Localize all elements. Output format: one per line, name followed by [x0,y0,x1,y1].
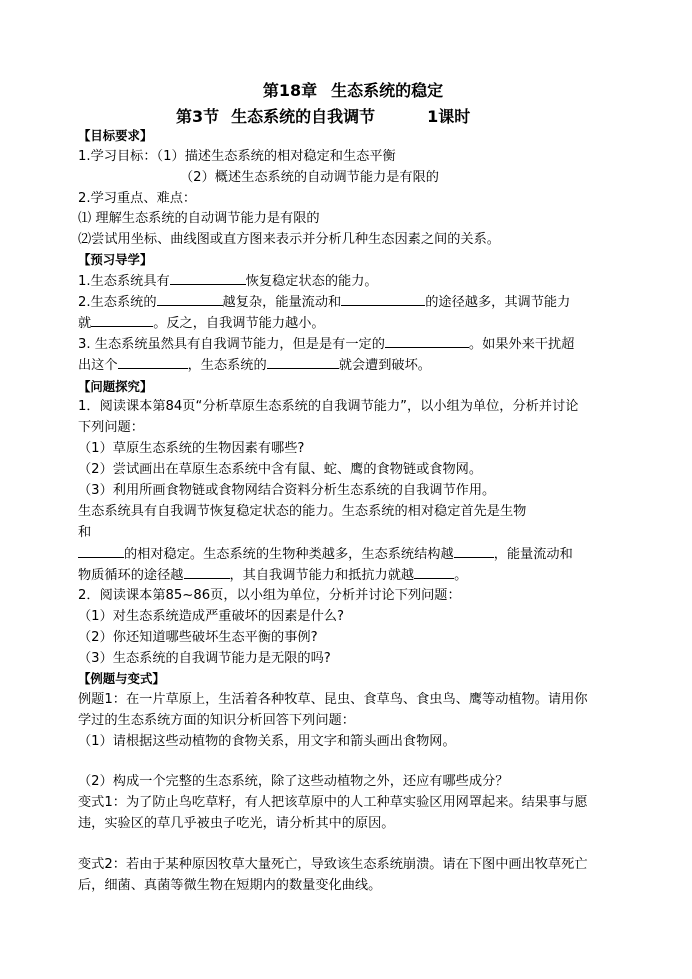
explore-task-1-cont: 下列问题： [78,420,144,435]
goals-header: 【目标要求】 [78,128,153,143]
key-point-2: ⑵尝试用坐标、曲线图或直方图来表示并分析几种生态因素之间的关系。 [78,232,500,247]
blank-field[interactable] [118,356,188,369]
key-points-label: 2.学习重点、难点： [78,191,197,206]
section-number: 第3节 [176,107,220,126]
key-point-1: ⑴ 理解生态系统的自动调节能力是有限的 [78,211,320,226]
blank-field[interactable] [170,272,246,285]
blank-field[interactable] [454,545,494,558]
example-1-cont: 学过的生态系统方面的知识分析回答下列问题： [78,713,355,728]
preview-q1: 1.生态系统具有 恢复稳定状态的能力。 [78,274,378,289]
goals-line-2: （2）概述生态系统的自动调节能力是有限的 [180,170,439,185]
explore-task-2-q1: （1）对生态系统造成严重破坏的因素是什么? [78,609,344,624]
explore-q2: （2）尝试画出在草原生态系统中含有鼠、蛇、鹰的食物链或食物网。 [78,462,483,477]
explore-task-1: 1．阅读课本第84页“分析草原生态系统的自我调节能力”，以小组为单位，分析并讨论 [78,399,579,414]
explore-task-2-q2: （2）你还知道哪些破坏生态平衡的事例? [78,630,318,645]
preview-q2-cont: 就 。反之，自我调节能力越小。 [78,316,325,331]
section-title [176,104,470,127]
preview-q3: 3. 生态系统虽然具有自我调节能力，但是是有一定的 。如果外来干扰超 [78,337,575,352]
chapter-title [0,78,692,101]
explore-task-2-q3: （3）生态系统的自我调节能力是无限的吗? [78,651,331,666]
preview-header: 【预习导学】 [78,252,153,267]
explore-task-2: 2．阅读课本第85~86页，以小组为单位，分析并讨论下列问题： [78,588,461,603]
blank-field[interactable] [184,566,230,579]
example-1: 例题1：在一片草原上，生活着各种牧草、昆虫、食草鸟、食虫鸟、鹰等动植物。请用你 [78,692,588,707]
section-name: 生态系统的自我调节 [231,107,376,126]
blank-field[interactable] [341,293,425,306]
goals-line-1: 1.学习目标：（1）描述生态系统的相对稳定和生态平衡 [78,149,396,164]
explore-summary-line-3: 物质循环的途径越 ，其自我调节能力和抵抗力就越 。 [78,568,468,583]
explore-q3: （3）利用所画食物链或食物网结合资料分析生态系统的自我调节作用。 [78,483,496,498]
blank-field[interactable] [91,314,153,327]
explore-summary: 生态系统具有自我调节恢复稳定状态的能力。生态系统的相对稳定首先是生物 [78,504,527,519]
preview-q3-cont: 出这个 ，生态系统的 就会遭到破坏。 [78,358,431,373]
blank-field[interactable] [78,545,124,558]
period-label: 1课时 [427,107,471,126]
explore-header: 【问题探究】 [78,379,153,394]
preview-q2: 2.生态系统的 越复杂，能量流动和 的途径越多，其调节能力 [78,295,571,310]
example-1-q2: （2）构成一个完整的生态系统，除了这些动植物之外，还应有哪些成分？ [78,774,509,789]
blank-field[interactable] [267,356,339,369]
blank-field[interactable] [414,566,454,579]
explore-summary-line-2: 的相对稳定。生态系统的生物种类越多，生态系统结构越 ，能量流动和 [78,545,573,564]
blank-field[interactable] [157,293,223,306]
chapter-number: 第18章 [262,81,318,100]
variant-2-cont: 后，细菌、真菌等微生物在短期内的数量变化曲线。 [78,878,382,893]
variant-2: 变式2：若由于某种原因牧草大量死亡，导致该生态系统崩溃。请在下图中画出牧草死亡 [78,857,588,872]
blank-field[interactable] [385,335,469,348]
explore-summary-cont: 和 [78,525,92,540]
example-1-q1: （1）请根据这些动植物的食物关系，用文字和箭头画出食物网。 [78,734,456,749]
chapter-name: 生态系统的稳定 [331,81,444,100]
explore-q1: （1）草原生态系统的生物因素有哪些? [78,441,305,456]
examples-header: 【例题与变式】 [78,671,165,686]
variant-1-cont: 违，实验区的草几乎被虫子吃光，请分析其中的原因。 [78,816,395,831]
variant-1: 变式1：为了防止鸟吃草籽，有人把该草原中的人工种草实验区用网罩起来。结果事与愿 [78,795,588,810]
